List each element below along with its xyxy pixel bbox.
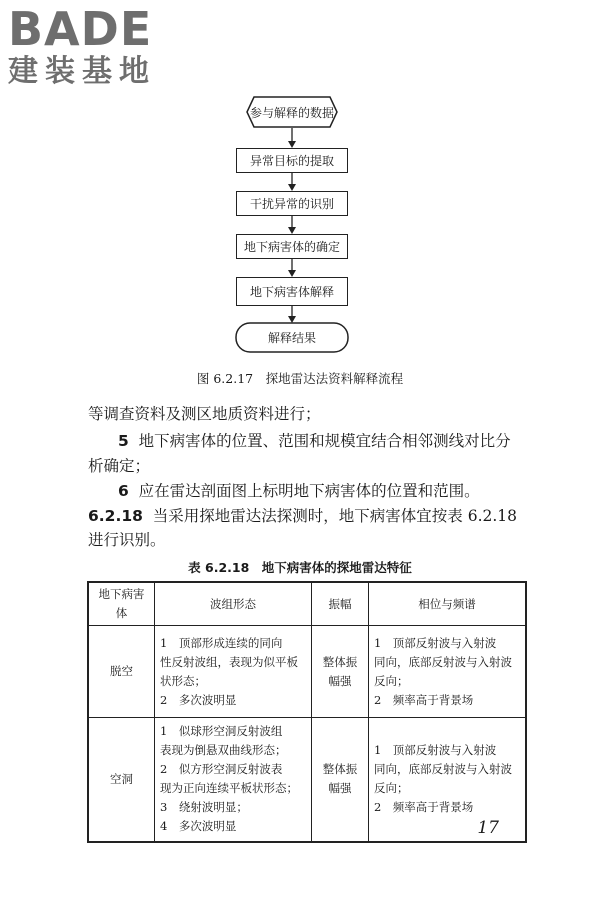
cell-wave-form: 1 顶部形成连续的同向 性反射波组，表现为似平板 状形态； 2 多次波明显 xyxy=(155,626,312,718)
header-amplitude: 振幅 xyxy=(311,582,368,626)
item-6-number: 6 xyxy=(118,482,129,500)
header-phase-spectrum: 相位与频谱 xyxy=(368,582,526,626)
table-row xyxy=(88,626,526,718)
item-5-text: 地下病害体的位置、范围和规模宜结合相邻测线对比分 xyxy=(138,432,511,450)
cell-phase-spectrum: 1 顶部反射波与入射波 同向，底部反射波与入射波 反向； 2 频率高于背景场 xyxy=(368,718,526,842)
clause-6-2-18 xyxy=(88,505,517,527)
flow-node-interference: 干扰异常的识别 xyxy=(236,191,348,216)
flow-node-extract: 异常目标的提取 xyxy=(236,148,348,173)
logo-mark: BADE xyxy=(8,2,153,56)
table-header-row xyxy=(88,582,526,626)
flow-node-result: 解释结果 xyxy=(267,331,316,345)
page-number: 17 xyxy=(477,818,499,838)
clause-number: 6.2.18 xyxy=(88,507,143,525)
cell-wave-form: 1 似球形空洞反射波组 表现为倒悬双曲线形态； 2 似方形空洞反射波表 现为正向连续平板状形态； 3 绕射波明显； 4 多次波明显 xyxy=(155,718,312,842)
figure-caption: 图 6.2.17 探地雷达法资料解释流程 xyxy=(196,371,404,386)
clause-text: 当采用探地雷达法探测时，地下病害体宜按表 6.2.18 xyxy=(152,507,518,525)
clause-text-line-2: 进行识别。 xyxy=(88,531,166,549)
body-line-1: 等调查资料及测区地质资料进行； xyxy=(88,405,321,423)
item-5-number: 5 xyxy=(118,432,129,450)
item-6-text: 应在雷达剖面图上标明地下病害体的位置和范围。 xyxy=(138,482,480,500)
cell-phase-spectrum: 1 顶部反射波与入射波 同向，底部反射波与入射波 反向； 2 频率高于背景场 xyxy=(368,626,526,718)
flowchart xyxy=(0,0,600,370)
item-5-line-2: 析确定； xyxy=(88,457,151,475)
item-5-line-1 xyxy=(118,430,511,452)
item-6 xyxy=(118,480,480,502)
cell-defect-name: 空洞 xyxy=(88,718,155,842)
logo-subtitle: 建装基地 xyxy=(8,54,156,89)
header-defect: 地下病害体 xyxy=(88,582,155,626)
table-row xyxy=(88,718,526,842)
cell-defect-name: 脱空 xyxy=(88,626,155,718)
cell-amplitude: 整体振 幅强 xyxy=(311,718,368,842)
header-wave-form: 波组形态 xyxy=(155,582,312,626)
table-title: 表 6.2.18 地下病害体的探地雷达特征 xyxy=(188,560,412,575)
flow-node-determine: 地下病害体的确定 xyxy=(236,234,348,259)
flow-node-interpret: 地下病害体解释 xyxy=(236,277,348,306)
cell-amplitude: 整体振 幅强 xyxy=(311,626,368,718)
gpr-feature-table xyxy=(87,581,527,843)
flow-node-data: 参与解释的数据 xyxy=(249,105,334,120)
